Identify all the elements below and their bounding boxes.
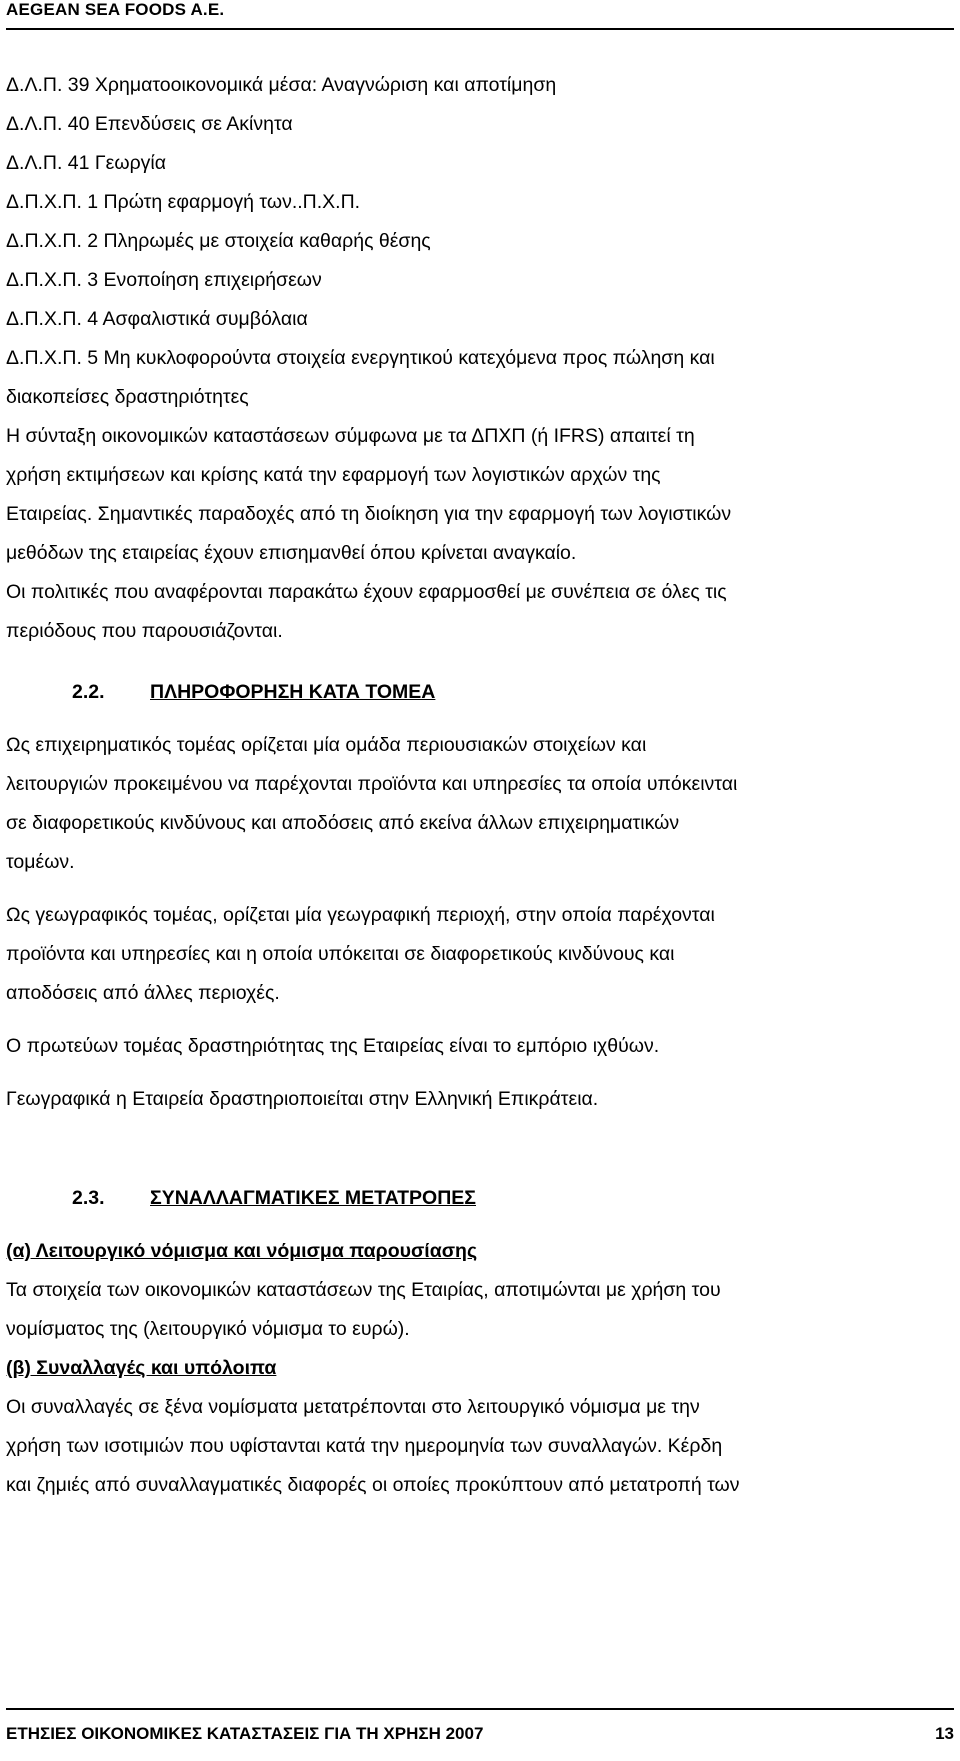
text-line: προϊόντα και υπηρεσίες και η οποία υπόκειται σε διαφορετικούς κινδύνους και xyxy=(6,943,675,965)
page-footer xyxy=(6,1708,954,1750)
section-number: 2.2. xyxy=(72,681,105,703)
primary-segment-text: Ο πρωτεύων τομέας δραστηριότητας της Εταιρείας είναι το εμπόριο ιχθύων. xyxy=(6,1035,660,1057)
text-line: Εταιρείας. Σημαντικές παραδοχές από τη διοίκηση για την εφαρμογή των λογιστικών xyxy=(6,503,732,525)
text-line: αποδόσεις από άλλες περιοχές. xyxy=(6,982,280,1004)
text-line: Η σύνταξη οικονομικών καταστάσεων σύμφωνα με τα ΔΠΧΠ (ή IFRS) απαιτεί τη xyxy=(6,425,695,447)
document-body xyxy=(6,66,954,1505)
segment-paragraph-business xyxy=(6,726,954,882)
standards-list xyxy=(6,66,954,417)
standards-list-item: Δ.Π.Χ.Π. 3 Ενοποίηση επιχειρήσεων xyxy=(6,269,322,291)
section-heading-2-2 xyxy=(6,673,954,712)
text-line: Οι πολιτικές που αναφέρονται παρακάτω έχουν εφαρμοσθεί με συνέπεια σε όλες τις xyxy=(6,581,727,603)
text-line: Ως γεωγραφικός τομέας, ορίζεται μία γεωγραφική περιοχή, στην οποία παρέχονται xyxy=(6,904,715,926)
standards-list-item: Δ.Λ.Π. 41 Γεωργία xyxy=(6,152,167,174)
text-line: χρήση εκτιμήσεων και κρίσης κατά την εφαρμογή των λογιστικών αρχών της xyxy=(6,464,661,486)
segment-paragraph-geographic xyxy=(6,896,954,1013)
text-line: Ως επιχειρηματικός τομέας ορίζεται μία ομάδα περιουσιακών στοιχείων και xyxy=(6,734,647,756)
standards-list-item: Δ.Π.Χ.Π. 2 Πληρωμές με στοιχεία καθαρής θέσης xyxy=(6,230,431,252)
standards-list-item: Δ.Λ.Π. 40 Επενδύσεις σε Ακίνητα xyxy=(6,113,293,135)
policies-paragraph xyxy=(6,573,954,651)
functional-currency-paragraph xyxy=(6,1271,954,1349)
text-line: χρήση των ισοτιμιών που υφίστανται κατά την ημερομηνία των συναλλαγών. Κέρδη xyxy=(6,1435,723,1457)
text-line: Τα στοιχεία των οικονομικών καταστάσεων της Εταιρίας, αποτιμώνται με χρήση του xyxy=(6,1279,721,1301)
intro-paragraph xyxy=(6,417,954,573)
standards-list-item: Δ.Λ.Π. 39 Χρηματοοικονομικά μέσα: Αναγνώριση και αποτίμηση xyxy=(6,74,557,96)
standards-list-item: Δ.Π.Χ.Π. 1 Πρώτη εφαρμογή των..Π.Χ.Π. xyxy=(6,191,361,213)
transactions-paragraph xyxy=(6,1388,954,1505)
text-line: νομίσματος της (λειτουργικό νόμισμα το ευρώ). xyxy=(6,1318,410,1340)
text-line: και ζημιές από συναλλαγματικές διαφορές οι οποίες προκύπτουν από μετατροπή των xyxy=(6,1474,740,1496)
text-line: λειτουργιών προκειμένου να παρέχονται προϊόντα και υπηρεσίες τα οποία υπόκεινται xyxy=(6,773,738,795)
footer-title: ΕΤΗΣΙΕΣ ΟΙΚΟΝΟΜΙΚΕΣ ΚΑΤΑΣΤΑΣΕΙΣ ΓΙΑ ΤΗ ΧΡΗΣΗ 2007 xyxy=(6,1724,484,1743)
text-line: μεθόδων της εταιρείας έχουν επισημανθεί όπου κρίνεται αναγκαίο. xyxy=(6,542,577,564)
section-title: ΠΛΗΡΟΦΟΡΗΣΗ ΚΑΤΑ ΤΟΜΕΑ xyxy=(150,681,436,703)
standards-list-item: Δ.Π.Χ.Π. 4 Ασφαλιστικά συμβόλαια xyxy=(6,308,308,330)
text-line: σε διαφορετικούς κινδύνους και αποδόσεις από εκείνα άλλων επιχειρηματικών xyxy=(6,812,680,834)
subsection-title-a: (α) Λειτουργικό νόμισμα και νόμισμα παρουσίασης xyxy=(6,1240,478,1262)
text-line: περιόδους που παρουσιάζονται. xyxy=(6,620,283,642)
page-header xyxy=(6,0,954,30)
section-number: 2.3. xyxy=(72,1187,105,1209)
section-title: ΣΥΝΑΛΛΑΓΜΑΤΙΚΕΣ ΜΕΤΑΤΡΟΠΕΣ xyxy=(150,1187,476,1209)
text-line: Οι συναλλαγές σε ξένα νομίσματα μετατρέπονται στο λειτουργικό νόμισμα με την xyxy=(6,1396,700,1418)
standards-list-item: διακοπείσες δραστηριότητες xyxy=(6,386,249,408)
standards-list-item: Δ.Π.Χ.Π. 5 Μη κυκλοφορούντα στοιχεία ενεργητικού κατεχόμενα προς πώληση και xyxy=(6,347,715,369)
page-number: 13 xyxy=(935,1724,954,1743)
subsection-title-b: (β) Συναλλαγές και υπόλοιπα xyxy=(6,1357,277,1379)
geographic-segment-text: Γεωγραφικά η Εταιρεία δραστηριοποιείται στην Ελληνική Επικράτεια. xyxy=(6,1088,599,1110)
company-name: AEGEAN SEA FOODS A.E. xyxy=(6,0,225,19)
section-heading-2-3 xyxy=(6,1179,954,1218)
text-line: τομέων. xyxy=(6,851,75,873)
